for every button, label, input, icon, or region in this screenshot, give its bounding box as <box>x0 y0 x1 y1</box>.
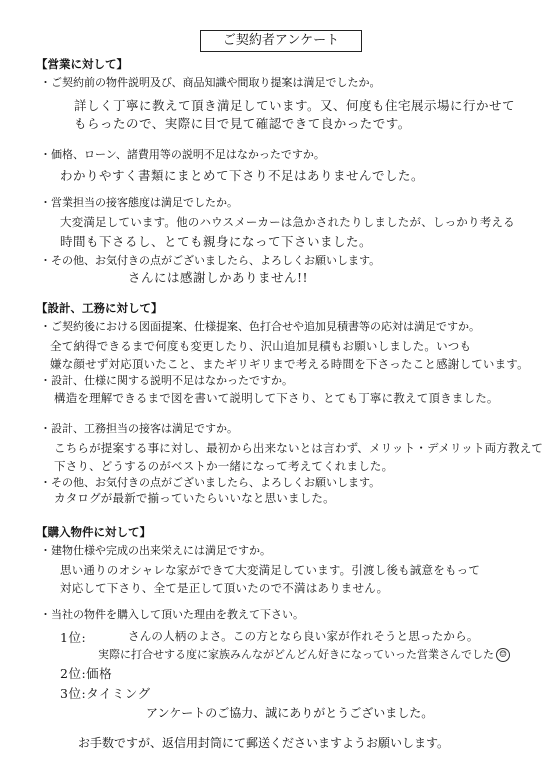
answer-3-line-1: 大変満足しています。他のハウスメーカーは急かされたりしましたが、しっかり考える <box>60 215 515 229</box>
answer-5-line-2: 嫌な顔せず対応頂いたこと、またギリギリまで考える時間を下さったこと感謝しています。 <box>50 357 529 371</box>
answer-5-line-1: 全て納得できるまで何度も変更したり、沢山追加見積もお願いしました。いつも <box>50 339 472 353</box>
footer-thanks: アンケートのご協力、誠にありがとうございました。 <box>146 706 434 720</box>
page-title: ご契約者アンケート <box>200 30 362 52</box>
smiley-icon: ☺ <box>496 648 510 662</box>
section-heading-design: 【設計、工務に対して】 <box>36 301 163 315</box>
answer-1-line-2: もらったので、実際に目で見て確認できて良かったです。 <box>74 116 411 131</box>
question-4: ・その他、お気付きの点がございましたら、よろしくお願いします。 <box>40 254 381 267</box>
answer-4: さんには感謝しかありません!! <box>128 270 309 285</box>
question-10: ・当社の物件を購入して頂いた理由を教えて下さい。 <box>40 608 304 621</box>
answer-9-line-2: 対応して下さり、全て是正して頂いたので不満はありません。 <box>60 581 389 595</box>
answer-8: カタログが最新で揃っていたらいいなと思いました。 <box>54 491 335 505</box>
question-1: ・ご契約前の物件説明及び、商品知識や間取り提案は満足でしたか。 <box>40 76 381 89</box>
answer-3-line-2: 時間も下さるし、とても親身になって下さいました。 <box>60 234 373 249</box>
answer-7-line-1: こちらが提案する事に対し、最初から出来ないとは言わず、メリット・デメリット両方教えて <box>54 441 544 455</box>
reason-2: 2位:価格 <box>60 666 113 681</box>
reason-1-text-line-2 <box>98 646 510 662</box>
question-9: ・建物仕様や完成の出来栄えには満足ですか。 <box>40 544 271 557</box>
answer-6: 構造を理解できるまで図を書いて説明して下さり、とても丁寧に教えて頂きました。 <box>54 391 499 405</box>
question-6: ・設計、仕様に関する説明不足はなかったですか。 <box>40 374 293 387</box>
question-5: ・ご契約後における図面提案、仕様提案、色打合せや追加見積書等の応対は満足ですか。 <box>40 320 480 333</box>
question-8: ・その他、お気付きの点がございましたら、よろしくお願いします。 <box>40 476 381 489</box>
reason-3: 3位:タイミング <box>60 686 151 701</box>
reason-1-text-line-2-content: 実際に打合せする度に家族みんながどんどん好きになっていった営業さんでした <box>98 648 494 661</box>
question-2: ・価格、ローン、諸費用等の説明不足はなかったですか。 <box>40 148 325 161</box>
section-heading-sales: 【営業に対して】 <box>36 57 128 71</box>
footer-request: お手数ですが、返信用封筒にて郵送くださいますようお願いします。 <box>78 736 450 750</box>
reason-1-text: さんの人柄のよさ。この方となら良い家が作れそうと思ったから。 <box>128 629 479 643</box>
reason-1-rank: 1位: <box>60 630 87 645</box>
answer-9-line-1: 思い通りのオシャレな家ができて大変満足しています。引渡し後も誠意をもって <box>60 563 481 577</box>
question-7: ・設計、工務担当の接客は満足ですか。 <box>40 422 238 435</box>
answer-1-line-1: 詳しく丁寧に教えて頂き満足しています。又、何度も住宅展示場に行かせて <box>74 98 516 113</box>
section-heading-property: 【購入物件に対して】 <box>36 525 151 539</box>
answer-7-line-2: 下さり、どうするのがベストか一緒になって考えてくれました。 <box>54 459 394 473</box>
answer-2: わかりやすく書類にまとめて下さり不足はありませんでした。 <box>60 168 425 183</box>
question-3: ・営業担当の接客態度は満足でしたか。 <box>40 196 238 209</box>
